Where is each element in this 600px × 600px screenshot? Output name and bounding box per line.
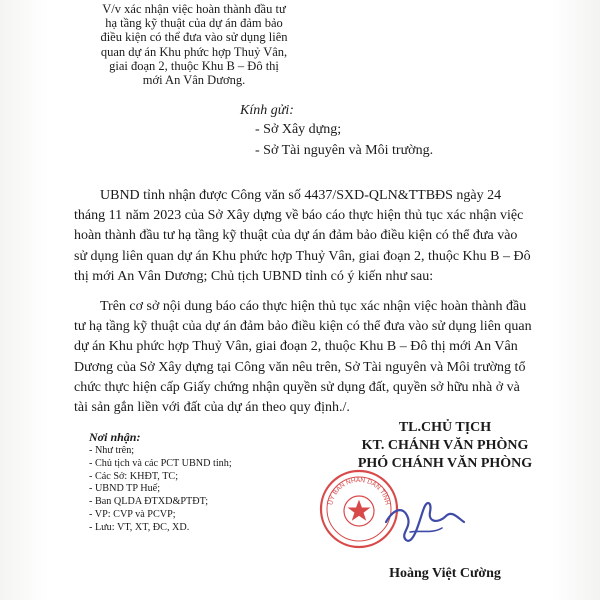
body-line: UBND tỉnh nhận được Công văn số 4437/SXD-QLN&TTBĐS ngày 24 (100, 188, 502, 203)
recipient-item: - Chủ tịch và các PCT UBND tỉnh; (89, 457, 232, 469)
subject-line: quan dự án Khu phức hợp Thuỷ Vân, (100, 44, 288, 59)
recipient-item: - VP: CVP và PCVP; (89, 508, 176, 520)
body-line: dự án Khu phức hợp Thuỷ Vân, giai đoạn 2, thuộc Khu B – Đô thị mới An Vân (74, 339, 518, 355)
body-line: tư hạ tầng kỹ thuật của dự án đảm bảo điều kiện có thể đưa vào sử dụng liên quan (74, 319, 532, 335)
addressee-recipient: - Sở Tài nguyên và Môi trường. (255, 143, 434, 158)
subject-line: giai đoạn 2, thuộc Khu B – Đô thị (109, 58, 279, 73)
recipient-item: - Lưu: VT, XT, ĐC, XD. (89, 521, 190, 533)
recipients-heading: Nơi nhận: (89, 430, 141, 444)
addressee-label: Kính gửi: (240, 103, 294, 118)
signature-title-1: TL.CHỦ TỊCH (398, 420, 492, 435)
body-line: thị mới An Vân Dương; Chủ tịch UBND tỉnh có ý kiến như sau: (74, 268, 434, 284)
body-line: hoàn thành đầu tư hạ tầng kỹ thuật của dự án đảm bảo điều kiện có thể đưa vào (74, 228, 518, 244)
subject-line: mới An Vân Dương. (142, 73, 246, 88)
recipients-list (89, 445, 232, 535)
subject-line: hạ tầng kỹ thuật của dự án đảm bảo (105, 16, 283, 31)
body-line: chức thực hiện cấp Giấy chứng nhận quyền sử dụng đất, quyền sở hữu nhà ở và (74, 379, 520, 395)
body-line: sử dụng liên quan dự án Khu phức hợp Thuỷ Vân, giai đoạn 2, thuộc Khu B – Đô (74, 248, 531, 264)
svg-text:ỦY BAN NHÂN DÂN TỈNH: ỦY BAN NHÂN DÂN TỈNH (327, 476, 391, 506)
subject-line: V/v xác nhận việc hoàn thành đầu tư (102, 2, 286, 16)
recipient-item: - Các Sở: KHĐT, TC; (89, 470, 179, 482)
handwritten-signature (380, 488, 470, 548)
recipient-item: - Ban QLDA ĐTXD&PTĐT; (89, 496, 209, 508)
addressee-recipient: - Sở Xây dựng; (255, 122, 342, 137)
signature-title-3: PHÓ CHÁNH VĂN PHÒNG (357, 456, 533, 471)
body-line: Trên cơ sở nội dung báo cáo thực hiện thủ tục xác nhận việc hoàn thành đầu (100, 299, 527, 314)
body-line: Dương của Sở Xây dựng tại Công văn nêu trên, Sở Tài nguyên và Môi trường tổ (74, 359, 526, 375)
recipient-item: - UBND TP Huế; (89, 483, 161, 495)
recipient-item: - Như trên; (89, 445, 135, 456)
body-paragraph-2 (74, 297, 546, 418)
body-paragraph-1 (74, 186, 546, 287)
signer-name: Hoàng Việt Cường (389, 566, 501, 581)
body-line: tài sản gắn liền với đất của dự án theo quy định./. (74, 400, 350, 416)
body-line: tháng 11 năm 2023 của Sở Xây dựng về báo cáo thực hiện thủ tục xác nhận việc (74, 208, 524, 224)
subject-line: điều kiện có thể đưa vào sử dụng liên (100, 30, 288, 45)
signature-title-2: KT. CHÁNH VĂN PHÒNG (361, 438, 529, 453)
document-subject (84, 2, 304, 87)
